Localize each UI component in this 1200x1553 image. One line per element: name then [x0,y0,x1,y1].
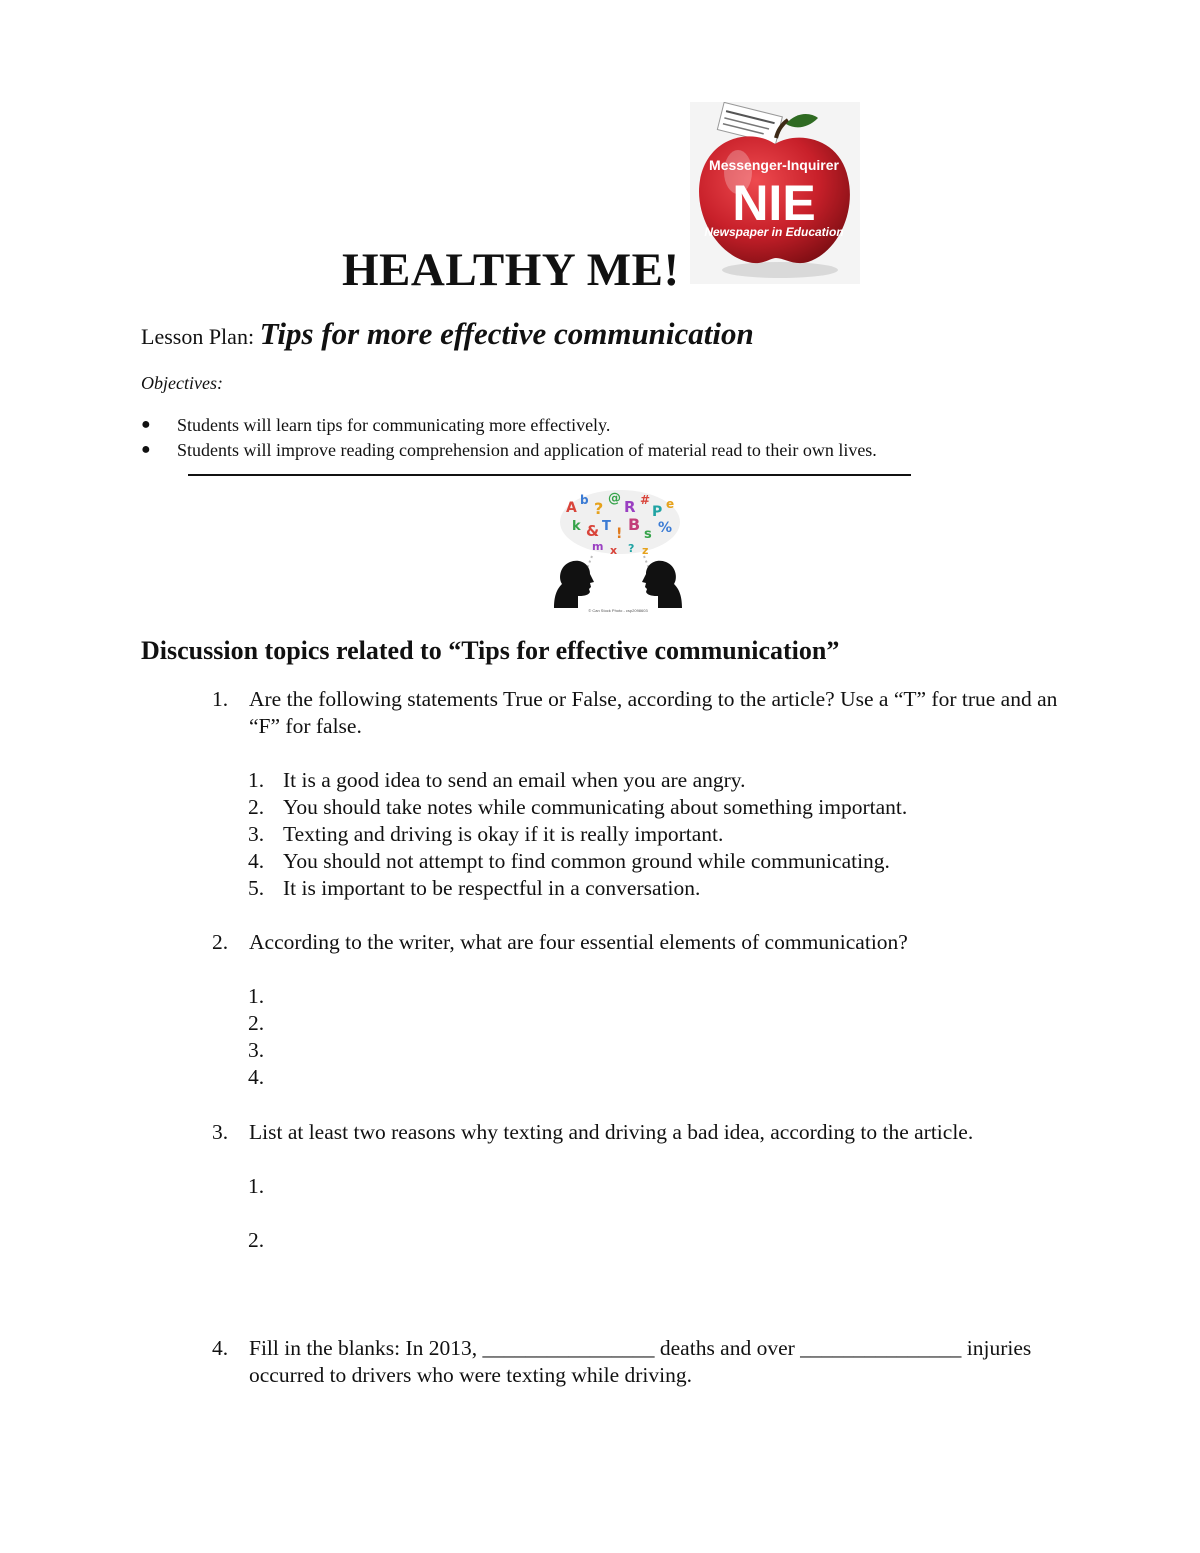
question-number: 1. [212,687,229,711]
svg-text:Newspaper in Education: Newspaper in Education [704,225,844,239]
svg-text:!: ! [616,526,623,542]
nie-apple-logo [690,102,860,284]
apple-logo-icon [690,102,860,284]
lesson-plan-title: Tips for more effective communication [259,316,754,351]
question-number: 2. [212,930,229,954]
svg-text:x: x [610,544,618,557]
svg-text:R: R [624,498,636,516]
svg-text:%: % [658,520,673,536]
objectives-label: Objectives: [141,373,223,393]
svg-text:z: z [642,544,649,557]
question-text: List at least two reasons why texting and driving a bad idea, according to the article. [249,1120,974,1144]
question-text: Fill in the blanks: In 2013, ________________ deaths and over _______________ injuries occurred to drivers who were texting while driving. [249,1336,1032,1387]
illustration-caption: © Can Stock Photo - csp2098603 [588,608,648,613]
page-title: HEALTHY ME! [342,244,680,296]
svg-text:?: ? [628,542,635,555]
svg-text:b: b [580,493,589,507]
question-number: 3. [212,1120,229,1144]
question-number: 4. [212,1336,229,1360]
svg-text:m: m [592,540,604,553]
two-heads-talking-icon [548,484,688,616]
svg-text:@: @ [608,491,621,506]
svg-text:T: T [602,519,611,534]
svg-text:#: # [640,493,651,507]
svg-text:e: e [666,497,675,511]
svg-text:?: ? [594,499,604,518]
bullet-icon: ● [141,440,151,458]
bullet-icon: ● [141,416,151,433]
communication-illustration [548,484,688,616]
lesson-plan-label: Lesson Plan: [141,324,260,349]
svg-text:k: k [572,519,581,534]
objective-item: ● Students will learn tips for communicating more effectively. [141,413,877,438]
lesson-plan-line [141,312,754,362]
question-text: According to the writer, what are four essential elements of communication? [249,930,908,954]
svg-text:A: A [566,500,577,516]
discussion-heading: Discussion topics related to “Tips for effective communication” [141,636,840,665]
svg-text:&: & [586,522,600,540]
svg-text:P: P [652,504,663,520]
section-divider [188,474,911,476]
question-text: Are the following statements True or False, according to the article? Use a “T” for true and an “F” for false. [249,687,1058,738]
svg-text:Messenger-Inquirer: Messenger-Inquirer [709,157,839,173]
svg-text:B: B [628,515,641,534]
svg-text:s: s [644,527,652,542]
svg-text:NIE: NIE [732,175,816,231]
objectives-list [141,413,877,462]
objective-item: ● Students will improve reading comprehension and application of material read to their own lives. [141,438,877,463]
